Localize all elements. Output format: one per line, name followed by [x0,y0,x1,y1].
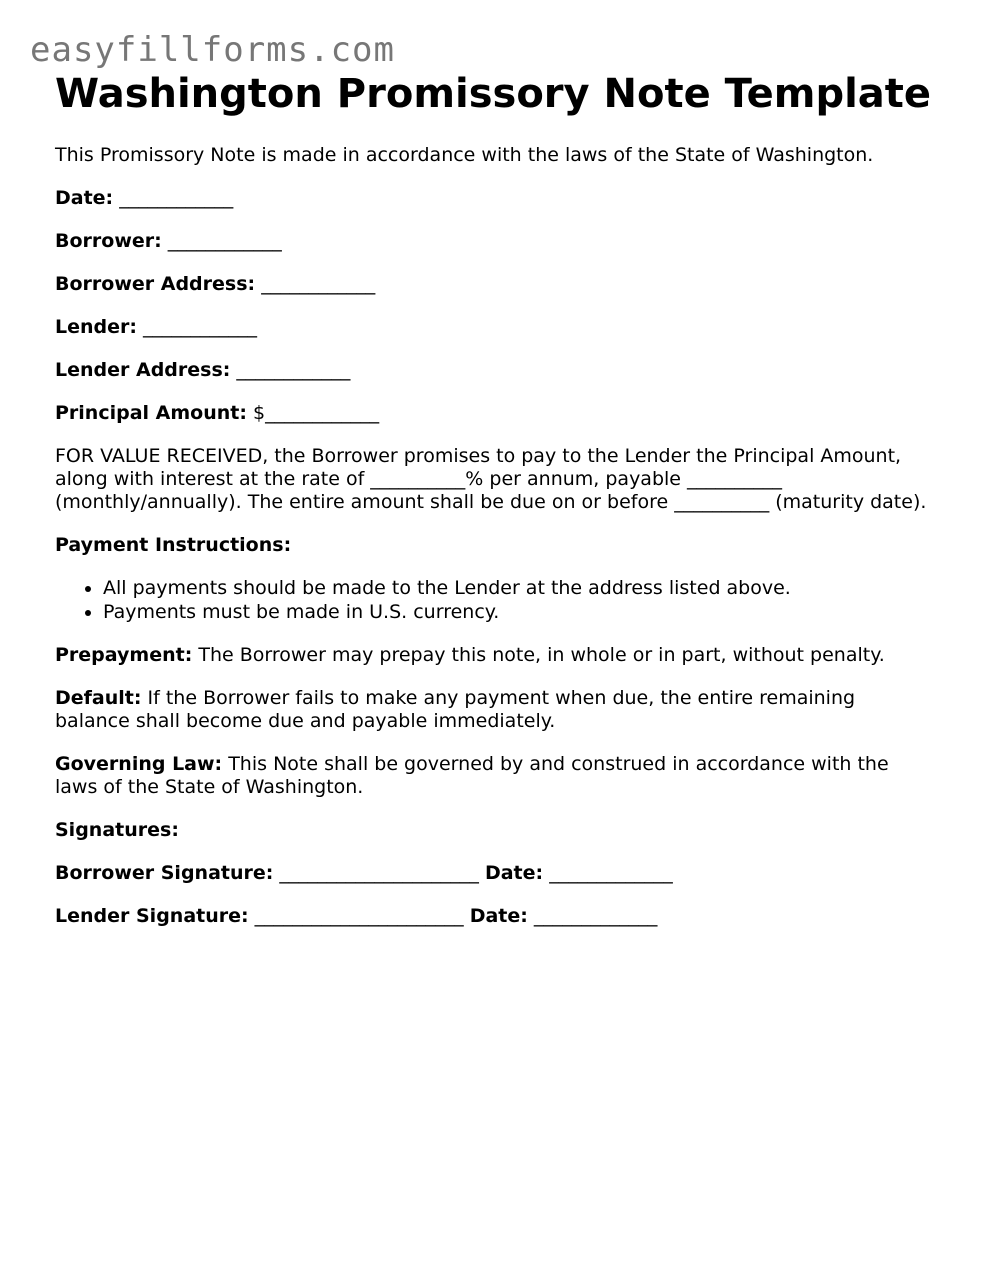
borrower-signature-label: Borrower Signature: [55,862,274,884]
field-date-blank[interactable]: ____________ [119,187,234,209]
list-item: • Payments must be made in U.S. currency. [103,600,935,624]
field-borrower-address-label: Borrower Address: [55,273,256,295]
intro-text: This Promissory Note is made in accordance with the laws of the State of Washington. [55,144,874,166]
field-lender-address-blank[interactable]: ____________ [236,359,351,381]
borrower-date-label: Date: [484,862,544,884]
borrower-signature-row [55,862,935,885]
payment-instructions-list [55,576,935,624]
governing-law-text: This Note shall be governed by and construed in accordance with the laws of the State of Washington. [55,753,889,798]
field-lender-blank[interactable]: ____________ [143,316,258,338]
field-principal-amount-blank[interactable]: $____________ [253,402,380,424]
governing-law-label: Governing Law: [55,753,223,775]
value-received-paragraph: FOR VALUE RECEIVED, the Borrower promises to pay to the Lender the Principal Amount, along with interest at the rate of __________% per annum, payable __________ (monthly/annually). The entire amount shall be due on or before __________ (maturity date). [55,445,927,513]
field-borrower-address-blank[interactable]: ____________ [261,273,376,295]
field-date [55,187,935,210]
signatures-heading: Signatures: [55,819,179,841]
prepayment-label: Prepayment: [55,644,193,666]
borrower-date-line[interactable]: _____________ [549,862,673,884]
default-paragraph [55,687,935,733]
field-borrower [55,230,935,253]
lender-signature-line[interactable]: ______________________ [254,905,464,927]
lender-signature-label: Lender Signature: [55,905,249,927]
payment-instructions-heading: Payment Instructions: [55,534,292,556]
default-label: Default: [55,687,142,709]
prepayment-paragraph [55,644,935,667]
field-principal-amount [55,402,935,425]
field-borrower-blank[interactable]: ____________ [167,230,282,252]
list-item: • All payments should be made to the Lender at the address listed above. [103,576,935,600]
page-title: Washington Promissory Note Template [55,71,932,117]
default-text: If the Borrower fails to make any payment when due, the entire remaining balance shall become due and payable immediately. [55,687,856,732]
field-lender-label: Lender: [55,316,137,338]
borrower-signature-line[interactable]: _____________________ [279,862,479,884]
lender-date-label: Date: [469,905,528,927]
field-lender [55,316,935,339]
document-page [55,70,935,928]
field-lender-address-label: Lender Address: [55,359,231,381]
field-date-label: Date: [55,187,114,209]
field-principal-amount-label: Principal Amount: [55,402,247,424]
field-borrower-address [55,273,935,296]
prepayment-text: The Borrower may prepay this note, in whole or in part, without penalty. [198,644,885,666]
field-borrower-label: Borrower: [55,230,162,252]
watermark: easyfillforms.com [30,30,395,70]
governing-law-paragraph [55,753,935,799]
field-lender-address [55,359,935,382]
lender-date-line[interactable]: _____________ [533,905,658,927]
lender-signature-row [55,905,935,928]
